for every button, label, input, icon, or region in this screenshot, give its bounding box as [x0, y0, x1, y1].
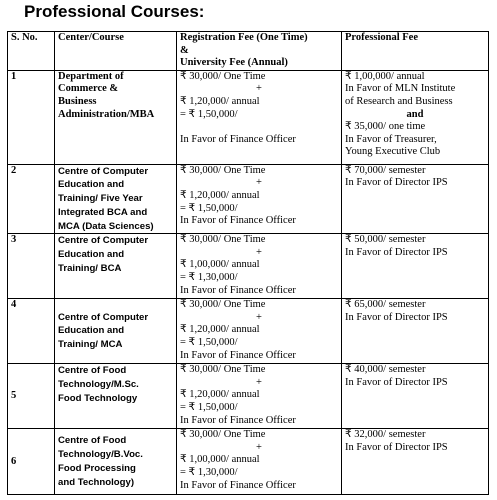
reg-line: = ₹ 1,50,000/ — [180, 202, 238, 214]
row-professional-fee — [342, 234, 489, 299]
prof-line: ₹ 50,000/ semester — [345, 234, 426, 246]
table-row — [8, 164, 489, 234]
prof-line: ₹ 35,000/ one time — [345, 121, 426, 133]
row-sno: 3 — [8, 234, 55, 299]
header-professional-fee: Professional Fee — [342, 32, 489, 71]
row-course — [55, 70, 177, 164]
reg-spacer — [180, 121, 338, 134]
course-line: Administration/MBA — [58, 108, 155, 120]
prof-line: and — [406, 108, 424, 120]
course-line: Centre of Computer — [58, 235, 149, 247]
reg-line: + — [256, 311, 262, 323]
header-sno: S. No. — [8, 32, 55, 71]
header-reg-line-3: University Fee (Annual) — [180, 57, 288, 69]
reg-line: ₹ 30,000/ One Time — [180, 70, 266, 82]
prof-line: In Favor of Director IPS — [345, 376, 448, 388]
reg-line: = ₹ 1,30,000/ — [180, 272, 238, 284]
reg-line: ₹ 30,000/ One Time — [180, 164, 266, 176]
course-line: Centre of Computer — [58, 165, 149, 177]
reg-line: In Favor of Finance Officer — [180, 284, 296, 296]
course-line: Centre of Computer — [58, 311, 149, 323]
course-line: Department of — [58, 70, 124, 82]
row-sno: 6 — [8, 429, 55, 495]
reg-line: ₹ 30,000/ One Time — [180, 234, 266, 246]
table-row — [8, 429, 489, 495]
professional-courses-table — [7, 31, 489, 495]
row-professional-fee — [342, 299, 489, 364]
row-course — [55, 234, 177, 299]
reg-line: ₹ 1,20,000/ annual — [180, 95, 260, 107]
reg-line: ₹ 1,00,000/ annual — [180, 454, 260, 466]
prof-line: ₹ 40,000/ semester — [345, 364, 426, 376]
row-registration-fee — [177, 70, 342, 164]
row-registration-fee — [177, 364, 342, 429]
course-line: Technology/B.Voc. — [58, 449, 143, 461]
prof-line: ₹ 70,000/ semester — [345, 164, 426, 176]
course-line: Technology/M.Sc. — [58, 379, 139, 390]
reg-line: In Favor of Finance Officer — [180, 479, 296, 491]
reg-line: = ₹ 1,50,000/ — [180, 108, 238, 120]
prof-line: In Favor of MLN Institute — [345, 83, 456, 95]
row-course — [55, 429, 177, 495]
page-heading: Professional Courses: — [24, 2, 205, 21]
row-course — [55, 299, 177, 364]
row-registration-fee — [177, 429, 342, 495]
course-line: Training/ MCA — [58, 339, 123, 351]
row-professional-fee — [342, 70, 489, 164]
reg-line: = ₹ 1,50,000/ — [180, 337, 238, 349]
reg-line: ₹ 30,000/ One Time — [180, 364, 266, 376]
reg-line: ₹ 30,000/ One Time — [180, 299, 266, 311]
course-line: Integrated BCA and — [58, 206, 148, 218]
row-sno: 1 — [8, 70, 55, 164]
row-sno: 2 — [8, 164, 55, 234]
reg-line: ₹ 1,20,000/ annual — [180, 189, 260, 201]
course-line: Centre of Food — [58, 435, 127, 447]
row-course — [55, 164, 177, 234]
course-line: Training/ Five Year — [58, 193, 143, 205]
table-header-row — [8, 32, 489, 71]
row-registration-fee — [177, 299, 342, 364]
reg-line: = ₹ 1,30,000/ — [180, 467, 238, 479]
reg-line: + — [256, 177, 262, 189]
course-line: and Technology) — [58, 476, 135, 488]
prof-line: ₹ 32,000/ semester — [345, 429, 426, 441]
prof-line: In Favor of Director IPS — [345, 246, 448, 258]
course-line: Food Technology — [58, 392, 138, 404]
prof-line: In Favor of Director IPS — [345, 311, 448, 323]
reg-line: + — [256, 83, 262, 95]
course-line: Training/ BCA — [58, 262, 122, 274]
header-reg-line-1: Registration Fee (One Time) — [180, 32, 308, 43]
prof-line: In Favor of Director IPS — [345, 177, 448, 189]
reg-line: In Favor of Finance Officer — [180, 414, 296, 426]
row-registration-fee — [177, 164, 342, 234]
prof-line: of Research and Business — [345, 95, 453, 107]
row-course — [55, 364, 177, 429]
course-line: Business — [58, 95, 97, 107]
header-reg-line-2: & — [180, 44, 189, 56]
prof-line: ₹ 1,00,000/ annual — [345, 70, 425, 82]
row-professional-fee — [342, 164, 489, 234]
reg-line: ₹ 1,20,000/ annual — [180, 389, 260, 401]
reg-line: In Favor of Finance Officer — [180, 349, 296, 361]
table-row — [8, 299, 489, 364]
prof-line: In Favor of Director IPS — [345, 441, 448, 453]
header-course: Center/Course — [55, 32, 177, 71]
course-line: Education and — [58, 325, 125, 337]
reg-line: In Favor of Finance Officer — [180, 133, 296, 145]
row-professional-fee — [342, 429, 489, 495]
row-sno: 5 — [8, 364, 55, 429]
reg-line: In Favor of Finance Officer — [180, 215, 296, 227]
table-row — [8, 234, 489, 299]
course-line: Centre of Food — [58, 365, 127, 377]
reg-line: ₹ 1,00,000/ annual — [180, 259, 260, 271]
reg-line: ₹ 30,000/ One Time — [180, 429, 266, 441]
table-row — [8, 70, 489, 164]
prof-line: ₹ 65,000/ semester — [345, 299, 426, 311]
course-line: Commerce & — [58, 83, 119, 95]
course-line: Education and — [58, 179, 125, 191]
course-line: MCA (Data Sciences) — [58, 220, 154, 232]
course-line: Food Processing — [58, 462, 136, 474]
reg-line: ₹ 1,20,000/ annual — [180, 324, 260, 336]
table-row — [8, 364, 489, 429]
header-registration-fee — [177, 32, 342, 71]
course-line: Education and — [58, 249, 125, 260]
prof-line: In Favor of Treasurer, — [345, 133, 437, 145]
reg-line: + — [256, 246, 262, 258]
row-professional-fee — [342, 364, 489, 429]
prof-line: Young Executive Club — [345, 146, 441, 158]
row-registration-fee — [177, 234, 342, 299]
reg-line: = ₹ 1,50,000/ — [180, 402, 238, 414]
reg-line: + — [256, 441, 262, 453]
reg-line: + — [256, 376, 262, 388]
row-sno: 4 — [8, 299, 55, 364]
